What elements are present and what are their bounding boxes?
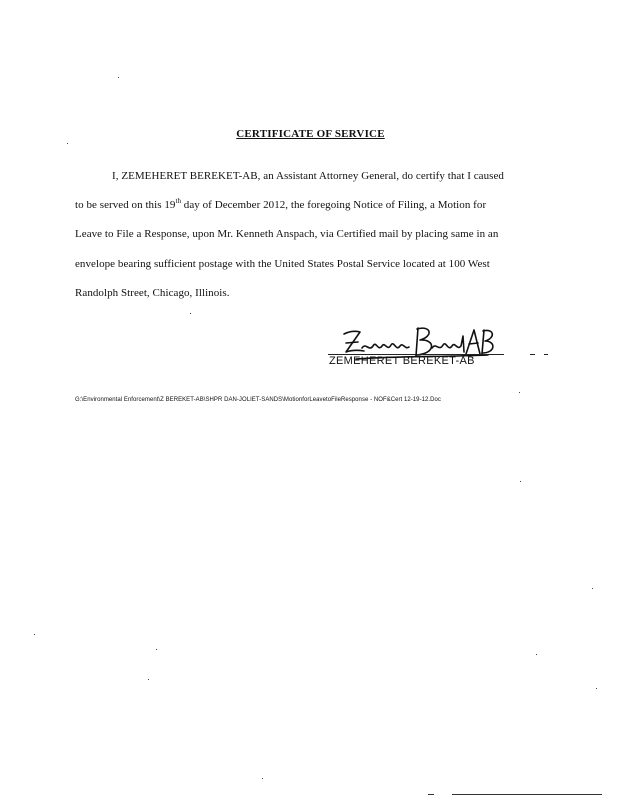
scan-speck (262, 778, 263, 779)
body-line-1: I, ZEMEHERET BEREKET-AB, an Assistant Attorney General, do certify that I caused (112, 170, 504, 182)
scan-mark (428, 794, 434, 795)
body-line-4: envelope bearing sufficient postage with the United States Postal Service located at 100 West (75, 258, 490, 270)
scan-mark (452, 794, 602, 795)
scan-speck (156, 649, 157, 650)
signer-name: ZEMEHERET BEREKET-AB (329, 355, 475, 367)
document-file-path: G:\Environmental Enforcement\Z BEREKET-AB\SHPR DAN-JOLIET-SANDS\MotionforLeavetoFileResponse - NOF&Cert 12-19-12.Doc (75, 397, 441, 403)
scan-speck (67, 143, 68, 144)
scan-speck (118, 77, 119, 78)
signature-dash (544, 354, 548, 355)
scan-speck (190, 313, 191, 314)
scan-speck (596, 688, 597, 689)
signature-dash (530, 354, 535, 355)
scan-speck (536, 654, 537, 655)
body-line-2 (75, 199, 486, 211)
scan-speck (592, 588, 593, 589)
body-line-3: Leave to File a Response, upon Mr. Kenneth Anspach, via Certified mail by placing same in an (75, 228, 499, 240)
certificate-title: CERTIFICATE OF SERVICE (236, 128, 385, 140)
ordinal-suffix: th (175, 197, 181, 205)
body-line-5: Randolph Street, Chicago, Illinois. (75, 287, 230, 299)
scan-speck (148, 679, 149, 680)
body-line-2-end: day of December 2012, the foregoing Notice of Filing, a Motion for (181, 199, 487, 211)
scan-speck (520, 481, 521, 482)
scan-speck (519, 392, 520, 393)
scan-speck (34, 634, 35, 635)
body-line-2-start: to be served on this 19 (75, 199, 176, 211)
